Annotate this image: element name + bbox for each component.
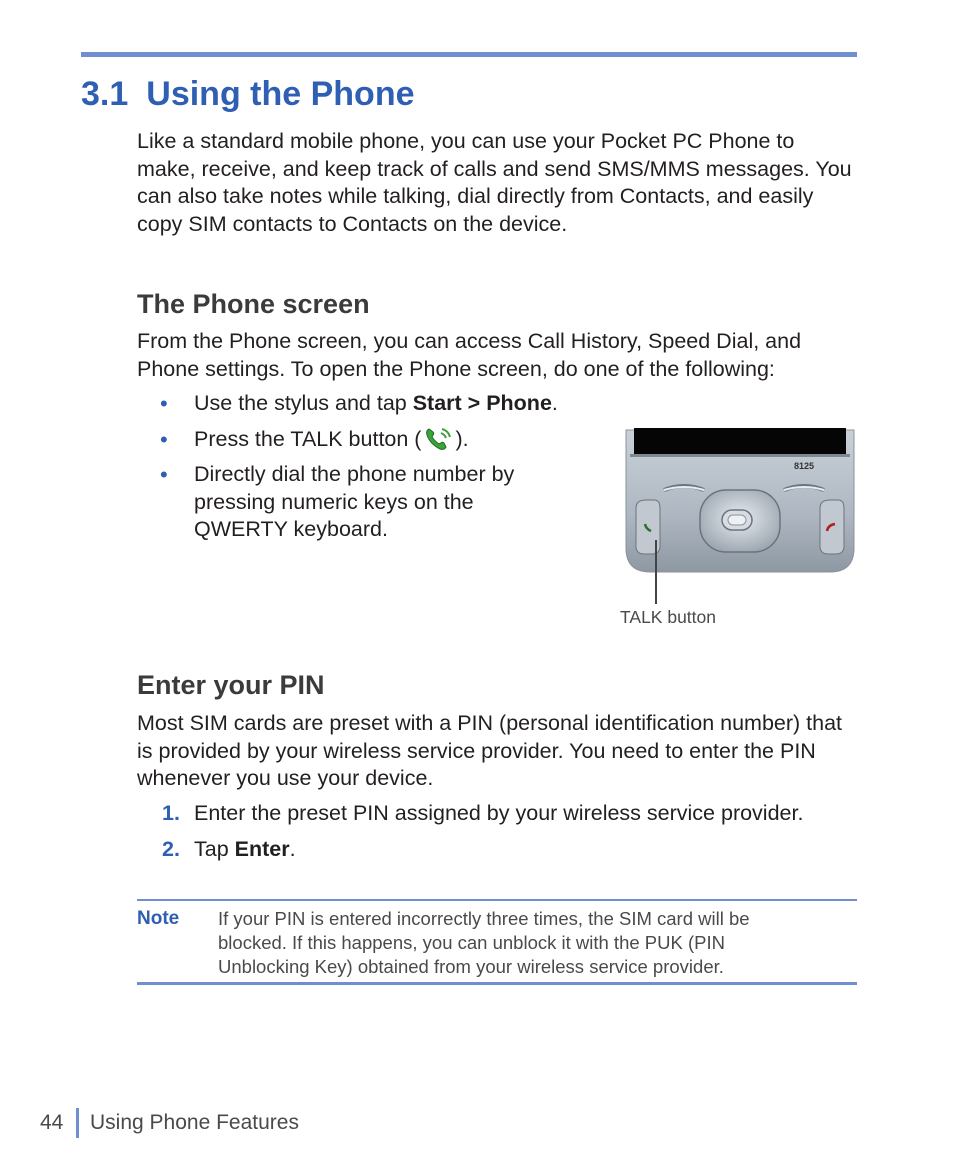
bullet-text: Use the stylus and tap <box>194 391 413 415</box>
pin-paragraph: Most SIM cards are preset with a PIN (personal identification number) that is provided by your wireless service provider. You need to enter the PIN whenever you use your device. <box>137 711 843 790</box>
bullet-icon: • <box>160 426 168 452</box>
top-rule <box>81 52 857 57</box>
start-phone-path: Start > Phone <box>412 391 552 415</box>
list-item <box>160 390 560 418</box>
intro-paragraph: Like a standard mobile phone, you can use your Pocket PC Phone to make, receive, and keep track of calls and send SMS/MMS messages. You can also take notes while talking, dial directly from Contacts, and easily copy SIM contacts to Contacts on the device. <box>137 129 852 236</box>
bullet-text: Directly dial the phone number by pressing numeric keys on the QWERTY keyboard. <box>194 462 515 541</box>
step-text: Tap <box>194 836 235 861</box>
phone-handset-icon <box>423 426 453 452</box>
model-label: 8125 <box>794 461 815 471</box>
pin-heading: Enter your PIN <box>137 670 325 700</box>
bullet-icon: • <box>160 462 168 487</box>
note-label: Note <box>137 908 180 929</box>
chapter-title: Using Phone Features <box>90 1111 299 1134</box>
phone-screen-paragraph: From the Phone screen, you can access Call History, Speed Dial, and Phone settings. To open the Phone screen, do one of the following: <box>137 329 802 381</box>
page-number: 44 <box>40 1111 64 1134</box>
step-text: Enter the preset PIN assigned by your wireless service provider. <box>194 801 804 825</box>
note-text: If your PIN is entered incorrectly three times, the SIM card will be blocked. If this happens, you can unblock it with the PUK (PIN Unblocking Key) obtained from your wireless service provider. <box>218 908 750 977</box>
phone-screen-heading: The Phone screen <box>137 289 370 319</box>
bullet-text-end: . <box>551 391 558 415</box>
talk-button-caption: TALK button <box>620 607 716 627</box>
step-number: 1. <box>162 801 180 825</box>
section-title-text: Using the Phone <box>146 75 415 113</box>
callout-line <box>655 540 657 604</box>
open-phone-options-list <box>160 390 560 552</box>
enter-label: Enter <box>234 836 290 861</box>
pin-steps-list <box>160 800 860 871</box>
bullet-text: Press the TALK button ( <box>194 426 422 451</box>
list-item <box>160 800 860 828</box>
bullet-icon: • <box>160 391 168 416</box>
device-photo <box>624 428 856 574</box>
section-number: 3.1 <box>81 75 129 113</box>
step-number: 2. <box>162 836 180 861</box>
list-item <box>160 426 560 454</box>
footer-divider <box>76 1108 79 1138</box>
step-text-end: . <box>289 836 296 861</box>
section-title <box>81 72 415 116</box>
list-item <box>160 461 560 544</box>
note-top-rule <box>137 899 857 901</box>
bullet-text-end: ). <box>455 426 469 451</box>
note-bottom-rule <box>137 982 857 985</box>
list-item <box>160 836 860 864</box>
